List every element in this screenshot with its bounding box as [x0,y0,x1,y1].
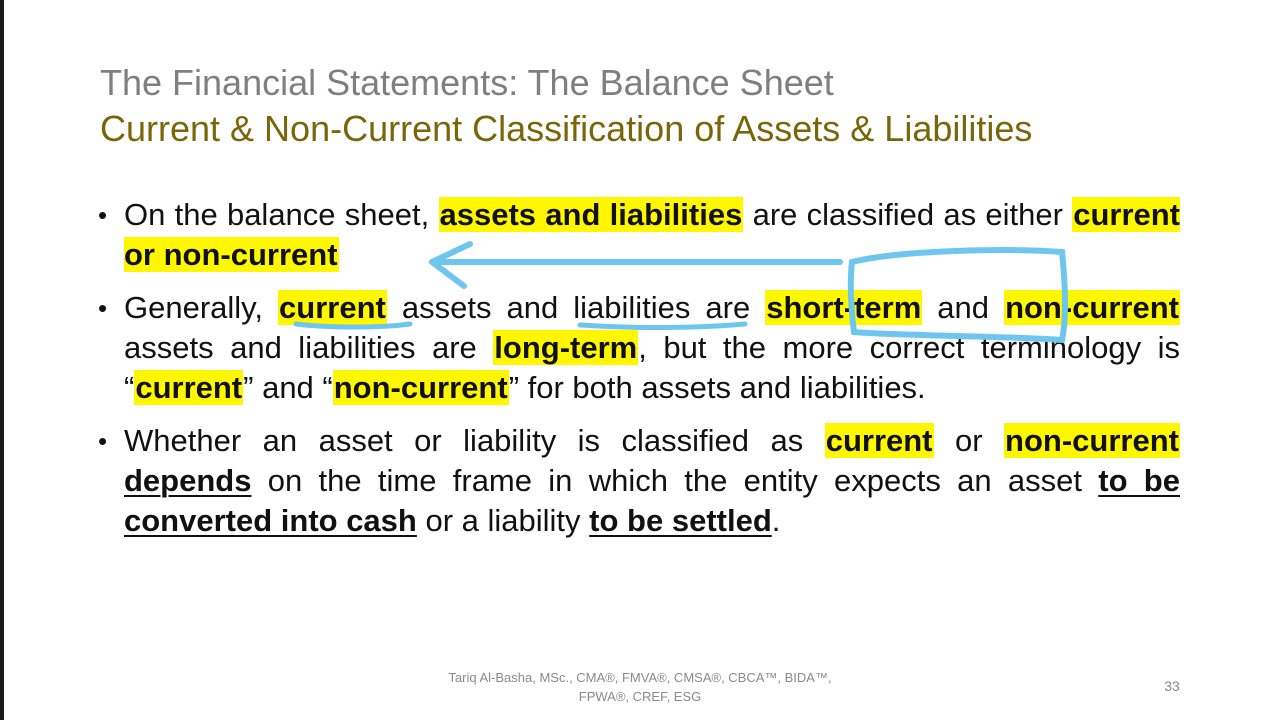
slide-subtitle: Current & Non-Current Classification of Assets & Liabilities [100,108,1033,149]
bullet-2 [98,288,1180,408]
highlight-non-current: non-current [1005,290,1179,325]
highlight-long-term: long-term [494,330,638,365]
slide-title: The Financial Statements: The Balance Sheet [100,62,834,103]
text: or a liability [425,503,581,538]
underline-to-be-settled: to be settled [589,503,772,538]
text: . [771,503,781,538]
text: Generally, [124,290,263,325]
text: ” and “ [243,370,333,405]
highlight-non-current: non-current [1005,423,1179,458]
text: On the balance sheet, [124,197,430,232]
highlight-current: current [279,290,386,325]
bullet-3 [98,421,1180,541]
highlight-current-term: current [135,370,243,405]
window-edge [0,0,4,720]
highlight-short-term: short-term [766,290,922,325]
underline-depends: depends [124,463,252,498]
highlight-non-current-term: non-current [333,370,508,405]
text: , but the more correct terminology is “ [124,330,1180,405]
footer-line: Tariq Al-Basha, MSc., CMA®, FMVA®, CMSA®, CBCA™, BIDA™, [448,670,832,685]
text: assets and liabilities are [401,290,751,325]
footer-line: FPWA®, CREF, ESG [578,689,702,704]
text: or [954,423,983,458]
text: and [937,290,990,325]
bullet-1 [98,195,1180,275]
bullet-list [98,195,1180,554]
text: assets and liabilities are [124,330,477,365]
highlight-assets-liabilities: assets and liabilities [439,197,743,232]
text: are classified as either [752,197,1063,232]
text: Whether an asset or liability is classified as [124,423,804,458]
text: ” for both assets and liabilities. [508,370,926,405]
page-number: 33 [1164,678,1180,694]
underline-converted-into-cash: to be converted into cash [124,463,1180,538]
text: on the time frame in which the entity expects an asset [267,463,1082,498]
footer-author [430,668,850,706]
highlight-current-or-noncurrent: current or non-current [124,197,1181,272]
highlight-current: current [825,423,933,458]
